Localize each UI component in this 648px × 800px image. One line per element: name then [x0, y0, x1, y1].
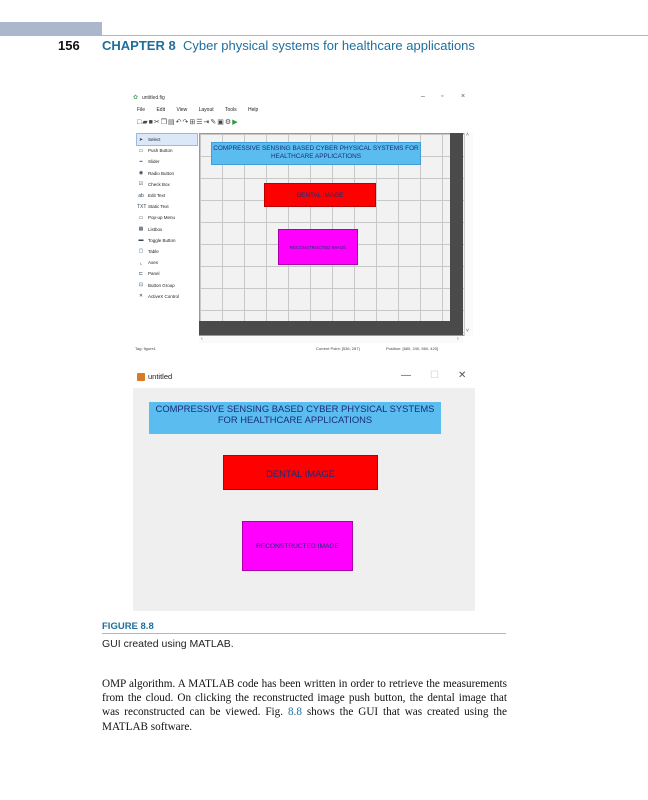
menu-file[interactable]: File	[137, 107, 146, 113]
palette-listbox[interactable]: ▦ Listbox	[138, 226, 163, 233]
palette-panel[interactable]: ⊏ Panel	[138, 270, 160, 277]
scroll-left-icon[interactable]: ‹	[201, 336, 203, 342]
palette-slider[interactable]: ━ Slider	[137, 156, 197, 167]
matlab-icon	[137, 373, 145, 381]
component-palette	[137, 134, 197, 302]
guide-maximize-button[interactable]: ▫	[441, 93, 444, 100]
table-icon: ▢	[138, 248, 144, 255]
canvas-border-right	[450, 133, 463, 334]
inspector-icon[interactable]: ▣	[217, 119, 225, 126]
toggle-button-icon: ▬	[138, 237, 144, 244]
menu-view[interactable]: View	[176, 107, 188, 113]
page-number: 156	[58, 38, 80, 53]
runtime-close-button[interactable]: ✕	[458, 370, 467, 381]
slider-icon: ━	[139, 158, 143, 165]
runtime-title-bar	[133, 367, 475, 388]
pointer-icon: ➤	[138, 136, 144, 143]
runtime-figure-window	[133, 367, 475, 611]
status-tag: Tag: figure1	[135, 346, 156, 351]
guide-app-icon: ✿	[133, 95, 139, 101]
figure-label: FIGURE 8.8	[102, 621, 154, 632]
scroll-right-icon[interactable]: ›	[457, 336, 459, 342]
browser-icon[interactable]: ⚙	[224, 119, 233, 126]
push-button-icon: ▭	[138, 147, 144, 154]
scroll-down-icon[interactable]: ˅	[466, 328, 469, 334]
horizontal-scrollbar[interactable]	[199, 336, 463, 343]
palette-activex-control[interactable]: ✕ ActiveX Control	[138, 293, 180, 300]
guide-editor-window	[133, 90, 475, 356]
tab-order-icon[interactable]: ⇥	[203, 119, 211, 126]
guide-title-static-text[interactable]: COMPRESSIVE SENSING BASED CYBER PHYSICAL SYSTEMS FOR HEALTHCARE APPLICATIONS	[211, 142, 421, 165]
panel-icon: ⊏	[138, 270, 144, 277]
popup-menu-icon: ▭	[138, 214, 144, 221]
body-text-part-1: OMP algorithm. A MATLAB code has been written in order to retrieve the measurements from the cloud. On clicking the reconstructed image push button, the dental image that was reconstructed can be viewed. Fig.	[102, 678, 507, 719]
edit-text-icon: ab	[138, 192, 144, 199]
palette-button-group[interactable]: ⊡ Button Group	[138, 282, 175, 289]
copy-icon[interactable]: ❐	[160, 119, 169, 126]
status-current-point: Current Point: [536, 287]	[316, 346, 360, 351]
palette-select[interactable]: ➤ Select	[137, 134, 197, 145]
activex-icon: ✕	[138, 293, 144, 300]
palette-table[interactable]: ▢ Table	[138, 248, 159, 255]
cut-icon[interactable]: ✂	[153, 119, 161, 126]
menu-help[interactable]: Help	[248, 107, 259, 113]
guide-toolbar	[137, 118, 239, 126]
new-file-icon[interactable]: □	[137, 119, 143, 126]
status-position: Position: [680, 240, 560, 420]	[386, 346, 439, 351]
runtime-minimize-button[interactable]: —	[401, 370, 411, 381]
palette-push-button[interactable]: ▭ Push Button	[138, 147, 173, 154]
caption-rule	[102, 633, 506, 634]
runtime-maximize-button[interactable]: ☐	[430, 370, 439, 381]
palette-popup-menu[interactable]: ▭ Pop-up Menu	[138, 214, 176, 221]
scroll-up-icon[interactable]: ˄	[466, 132, 469, 138]
runtime-window-title: untitled	[148, 372, 173, 381]
run-figure-icon[interactable]: ▶	[232, 119, 239, 126]
guide-window-title: untitled.fig	[142, 95, 165, 101]
axes-icon: ⌞	[139, 259, 143, 266]
vertical-scrollbar[interactable]	[464, 133, 473, 336]
open-folder-icon[interactable]: ▰	[142, 119, 149, 126]
palette-axes[interactable]: ⌞ Axes	[137, 257, 197, 268]
menu-edit[interactable]: Edit	[156, 107, 166, 113]
figure-reference-link[interactable]: 8.8	[287, 706, 302, 719]
menu-editor-icon[interactable]: ☰	[196, 119, 204, 126]
paste-icon[interactable]: ▤	[168, 119, 176, 126]
menu-tools[interactable]: Tools	[224, 107, 237, 113]
guide-minimize-button[interactable]: –	[421, 93, 425, 100]
body-paragraph	[102, 677, 507, 734]
guide-menu-bar	[137, 107, 268, 113]
radio-icon: ◉	[138, 170, 144, 177]
palette-toggle-button[interactable]: ▬ Toggle Button	[138, 237, 176, 244]
static-text-icon: TXT	[137, 203, 147, 210]
align-icon[interactable]: ⊞	[189, 119, 197, 126]
save-icon[interactable]: ■	[148, 119, 154, 126]
menu-layout[interactable]: Layout	[198, 107, 214, 113]
guide-close-button[interactable]: ×	[461, 93, 466, 100]
canvas-border-bottom	[199, 321, 463, 335]
redo-icon[interactable]: ↷	[182, 119, 190, 126]
guide-dental-image-button[interactable]: DENTAL IMAGE	[264, 183, 376, 207]
header-accent-bar	[0, 22, 102, 36]
editor-icon[interactable]: ✎	[210, 119, 218, 126]
runtime-title-static-text: COMPRESSIVE SENSING BASED CYBER PHYSICAL SYSTEMS FOR HEALTHCARE APPLICATIONS	[149, 402, 441, 434]
body-text-part-2: shows the GUI that was created using the MATLAB software.	[102, 706, 507, 733]
listbox-icon: ▦	[138, 226, 144, 233]
button-group-icon: ⊡	[138, 282, 144, 289]
palette-check-box[interactable]: ☑ Check Box	[138, 181, 170, 188]
reconstructed-image-button[interactable]: RECONSTRUCTED IMAGE	[242, 521, 353, 571]
palette-static-text[interactable]: TXT Static Text	[137, 203, 169, 210]
header-rule	[102, 35, 648, 36]
palette-edit-text[interactable]: ab Edit Text	[138, 192, 166, 199]
chapter-title: Cyber physical systems for healthcare applications	[183, 38, 475, 53]
dental-image-button[interactable]: DENTAL IMAGE	[223, 455, 378, 490]
chapter-label: CHAPTER 8	[102, 38, 176, 53]
palette-radio-button[interactable]: ◉ Radio Button	[138, 170, 175, 177]
figure-caption: GUI created using MATLAB.	[102, 638, 234, 650]
guide-reconstructed-image-button[interactable]: RECONSTRUCTED IMAGE	[278, 229, 358, 265]
undo-icon[interactable]: ↶	[175, 119, 183, 126]
checkbox-icon: ☑	[138, 181, 144, 188]
